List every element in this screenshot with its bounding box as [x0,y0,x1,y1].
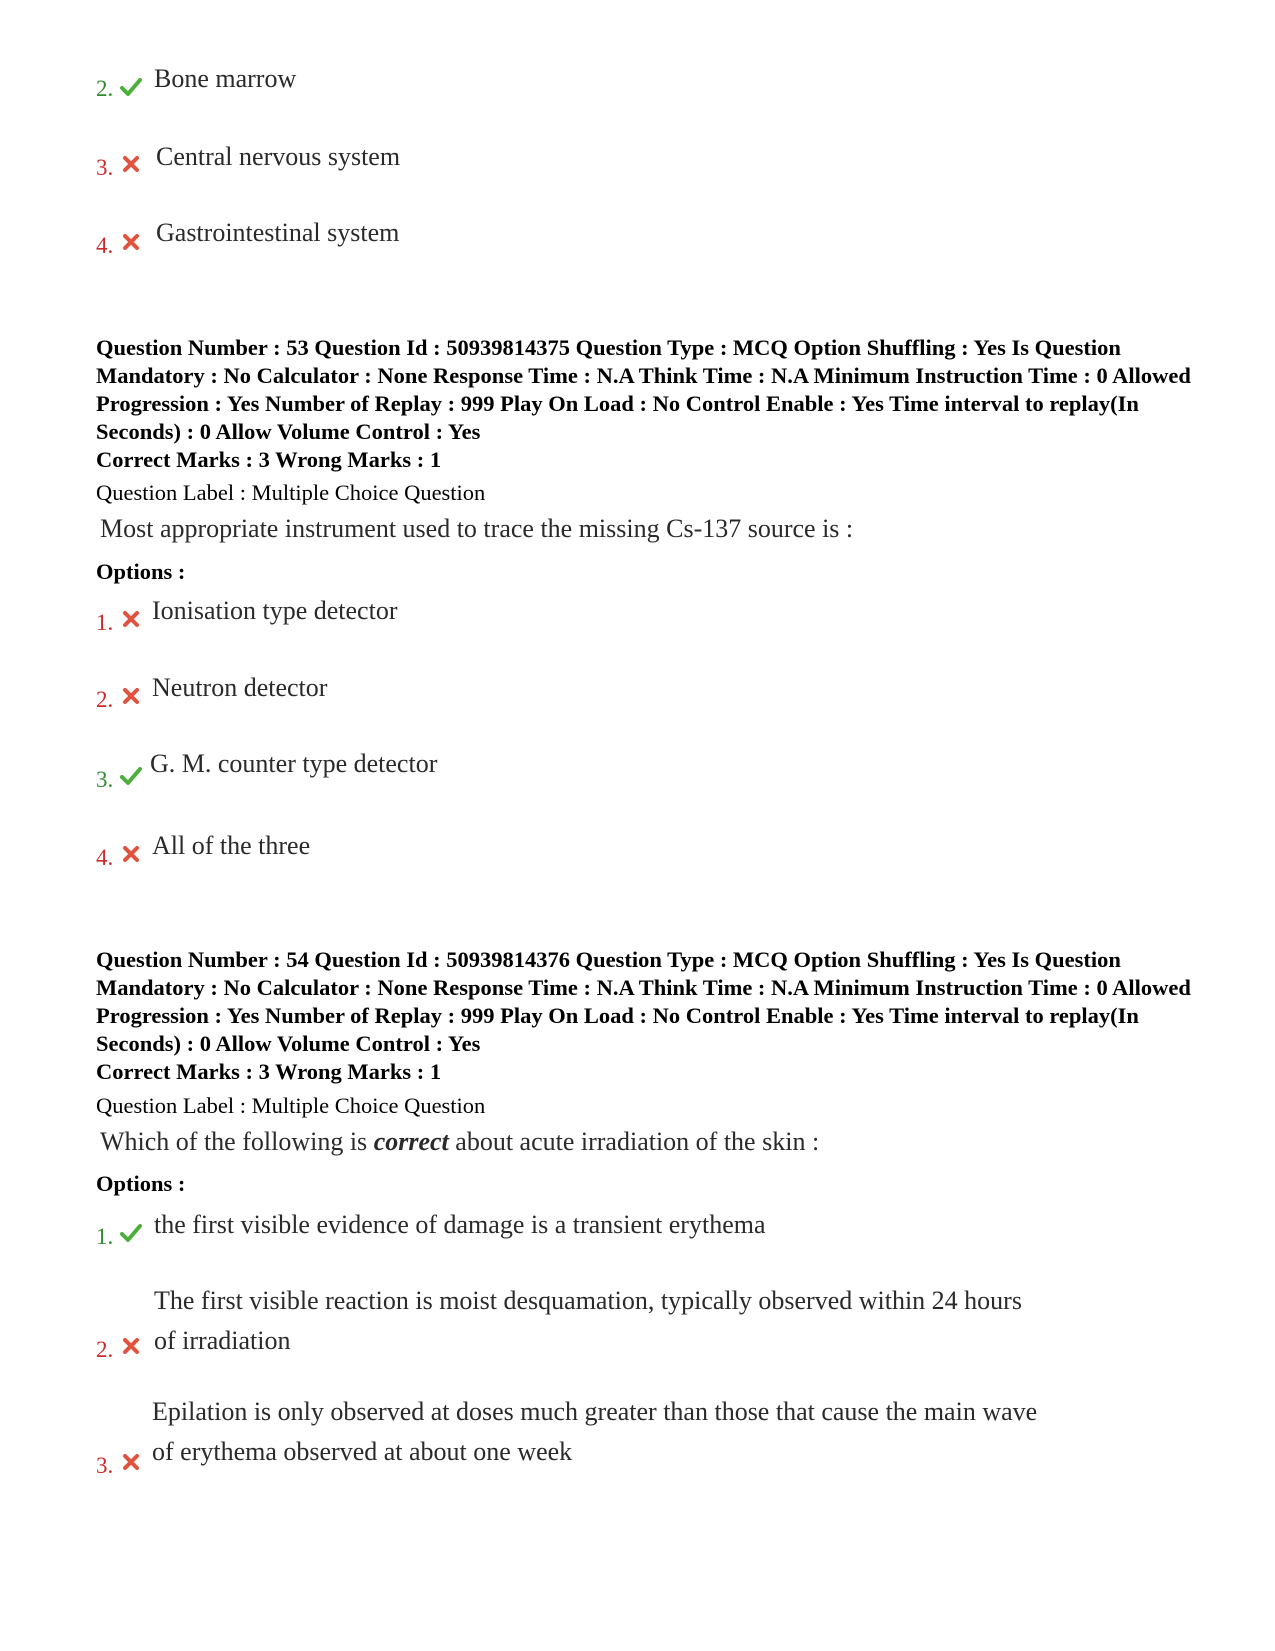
cross-icon [120,153,142,175]
option-item [96,136,1136,184]
option-number: 4. [96,845,114,870]
option-item [96,1280,1136,1370]
cross-icon [120,608,142,630]
option-text: Neutron detector [152,673,328,702]
option-text: Central nervous system [156,142,401,171]
option-item [96,1391,1136,1481]
options-heading: Options : [96,1171,186,1196]
option-text: the first visible evidence of damage is a transient erythema [154,1210,766,1239]
option-text: Gastrointestinal system [156,218,400,247]
question-marks: Correct Marks : 3 Wrong Marks : 1 [96,447,442,472]
option-number: 2. [96,76,114,101]
option-item [96,58,1136,106]
option-text-line: Epilation is only observed at doses much greater than those that cause the main wave [152,1397,1038,1426]
option-text: All of the three [152,831,311,860]
cross-icon [120,685,142,707]
option-number: 1. [96,1224,114,1249]
cross-icon [120,1451,142,1473]
cross-icon [120,231,142,253]
option-text-line: of erythema observed at about one week [152,1437,573,1466]
option-text-line: The first visible reaction is moist desquamation, typically observed within 24 hours [154,1286,1022,1315]
option-number: 1. [96,610,114,635]
option-item [96,667,1136,715]
stem-text: Which of the following is [100,1127,374,1156]
option-item [96,1204,1136,1252]
option-text: G. M. counter type detector [150,749,438,778]
question-stem: Most appropriate instrument used to trace the missing Cs-137 source is : [100,514,854,543]
option-number: 2. [96,1337,114,1362]
option-number: 4. [96,233,114,258]
question-stem [100,1127,819,1157]
option-number: 3. [96,1453,114,1478]
option-item [96,825,1136,873]
cross-icon [120,1335,142,1357]
cross-icon [120,843,142,865]
options-heading: Options : [96,559,186,584]
question-metadata: Question Number : 53 Question Id : 50939814375 Question Type : MCQ Option Shuffling : Yes Is Question Mandatory : No Calculator : None Response Time : N.A Think Time : N.A Minimum Instruction Time : 0 Allowed Progression : Yes Number of Replay : 999 Play On Load : No Control Enable : Yes Time interval to replay(In Seconds) : 0 Allow Volume Control : Yes [96,335,1191,444]
option-item [96,590,1136,638]
question-metadata: Question Number : 54 Question Id : 50939814376 Question Type : MCQ Option Shuffling : Yes Is Question Mandatory : No Calculator : None Response Time : N.A Think Time : N.A Minimum Instruction Time : 0 Allowed Progression : Yes Number of Replay : 999 Play On Load : No Control Enable : Yes Time interval to replay(In Seconds) : 0 Allow Volume Control : Yes [96,947,1191,1056]
question-label: Question Label : Multiple Choice Question [96,480,486,505]
stem-emphasis: correct [373,1127,449,1156]
option-number: 3. [96,767,114,792]
option-item [96,212,1136,260]
option-number: 2. [96,687,114,712]
option-text-line: of irradiation [154,1326,291,1355]
check-icon [120,1222,142,1244]
option-text: Ionisation type detector [152,596,398,625]
stem-text: about acute irradiation of the skin : [448,1127,820,1156]
option-item [96,743,1136,791]
option-number: 3. [96,155,114,180]
check-icon [120,76,142,98]
option-text: Bone marrow [154,64,297,93]
question-label: Question Label : Multiple Choice Question [96,1093,486,1118]
check-icon [120,765,142,787]
question-marks: Correct Marks : 3 Wrong Marks : 1 [96,1059,442,1084]
